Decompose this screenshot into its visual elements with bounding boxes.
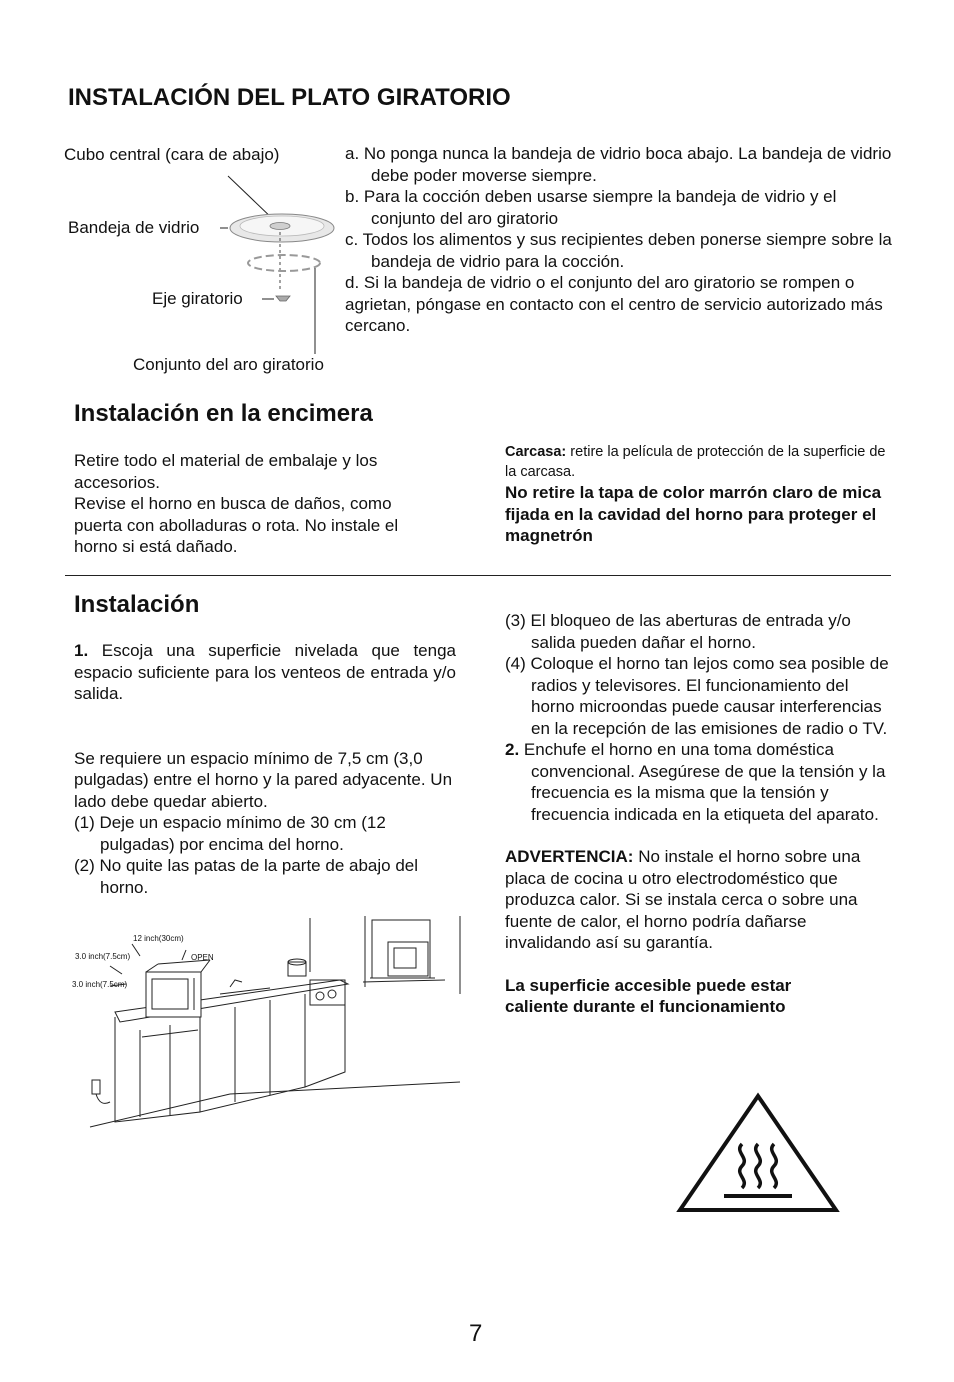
clearance-top-label: 12 inch(30cm) bbox=[133, 934, 184, 943]
clearance-side-label-2: 3.0 inch(7.5cm) bbox=[72, 980, 128, 989]
page-number: 7 bbox=[469, 1320, 483, 1347]
open-label: OPEN bbox=[191, 953, 214, 962]
installation-title: Instalación bbox=[74, 591, 200, 618]
warning-text: No instale el horno sobre una placa de cocina u otro electrodoméstico que produzca calor. Si se instala cerca o sobre una fuente de calor, el horno podría dañarse invalidando así su garantía. bbox=[505, 847, 861, 952]
step2-text: Enchufe el horno en una toma doméstica convencional. Asegúrese de que la tensión y la frecuencia es la misma que la tensión y frecuencia indicada en la etiqueta del aparato. bbox=[523, 740, 886, 824]
kitchen-illustration bbox=[70, 912, 465, 1132]
hot-surface-warning: La superficie accesible puede estar caliente durante el funcionamiento bbox=[505, 975, 792, 1016]
step1-number: 1. bbox=[74, 641, 89, 660]
label-ring: Conjunto del aro giratorio bbox=[133, 355, 324, 374]
installation-left bbox=[74, 640, 456, 898]
countertop-title: Instalación en la encimera bbox=[74, 400, 373, 427]
turntable-diagram bbox=[210, 170, 350, 360]
sub-item-1: (1) Deje un espacio mínimo de 30 cm (12 pulgadas) por encima del horno. bbox=[74, 813, 386, 854]
label-hub: Cubo central (cara de abajo) bbox=[64, 145, 280, 164]
turntable-item-c: c. Todos los alimentos y sus recipientes deben ponerse siempre sobre la bandeja de vidrio para la cocción. bbox=[345, 230, 892, 271]
warning-label: ADVERTENCIA: bbox=[505, 847, 634, 866]
label-shaft: Eje giratorio bbox=[152, 289, 243, 308]
section-divider bbox=[65, 575, 891, 576]
clearance-side-label-1: 3.0 inch(7.5cm) bbox=[75, 952, 131, 961]
step1-text: Escoja una superficie nivelada que tenga espacio suficiente para los venteos de entrada y/o salida. bbox=[74, 641, 456, 703]
turntable-item-d: d. Si la bandeja de vidrio o el conjunto del aro giratorio se rompen o agrietan, póngase en contacto con el centro de servicio autorizado más cercano. bbox=[345, 273, 883, 335]
turntable-item-a: a. No ponga nunca la bandeja de vidrio boca abajo. La bandeja de vidrio debe poder moverse siempre. bbox=[345, 144, 892, 185]
installation-right bbox=[505, 610, 895, 1018]
turntable-items bbox=[345, 143, 895, 337]
sub-item-3: (3) El bloqueo de las aberturas de entrada y/o salida pueden dañar el horno. bbox=[505, 611, 851, 652]
casing-text: retire la película de protección de la superficie de la carcasa. bbox=[505, 444, 886, 480]
sub-item-2: (2) No quite las patas de la parte de abajo del horno. bbox=[74, 856, 419, 897]
hot-surface-icon bbox=[676, 1092, 840, 1214]
countertop-right bbox=[505, 442, 890, 547]
magnetron-warning: No retire la tapa de color marrón claro de mica fijada en la cavidad del horno para proteger el magnetrón bbox=[505, 483, 882, 545]
countertop-text-1: Retire todo el material de embalaje y los accesorios. bbox=[74, 451, 378, 492]
casing-label: Carcasa: bbox=[505, 444, 567, 460]
countertop-left bbox=[74, 450, 444, 558]
label-tray: Bandeja de vidrio bbox=[68, 218, 200, 237]
spacing-text: Se requiere un espacio mínimo de 7,5 cm (3,0 pulgadas) entre el horno y la pared adyacente. Un lado debe quedar abierto. bbox=[74, 748, 453, 811]
turntable-title: INSTALACIÓN DEL PLATO GIRATORIO bbox=[68, 84, 511, 111]
turntable-item-b: b. Para la cocción deben usarse siempre la bandeja de vidrio y el conjunto del aro giratorio bbox=[345, 187, 837, 228]
countertop-text-2: Revise el horno en busca de daños, como puerta con abolladuras o rota. No instale el horno si está dañado. bbox=[74, 494, 399, 556]
step2-number: 2. bbox=[505, 740, 520, 759]
sub-item-4: (4) Coloque el horno tan lejos como sea posible de radios y televisores. El funcionamiento del horno microondas puede causar interferencias en la recepción de las emisiones de radio o TV. bbox=[505, 654, 889, 738]
